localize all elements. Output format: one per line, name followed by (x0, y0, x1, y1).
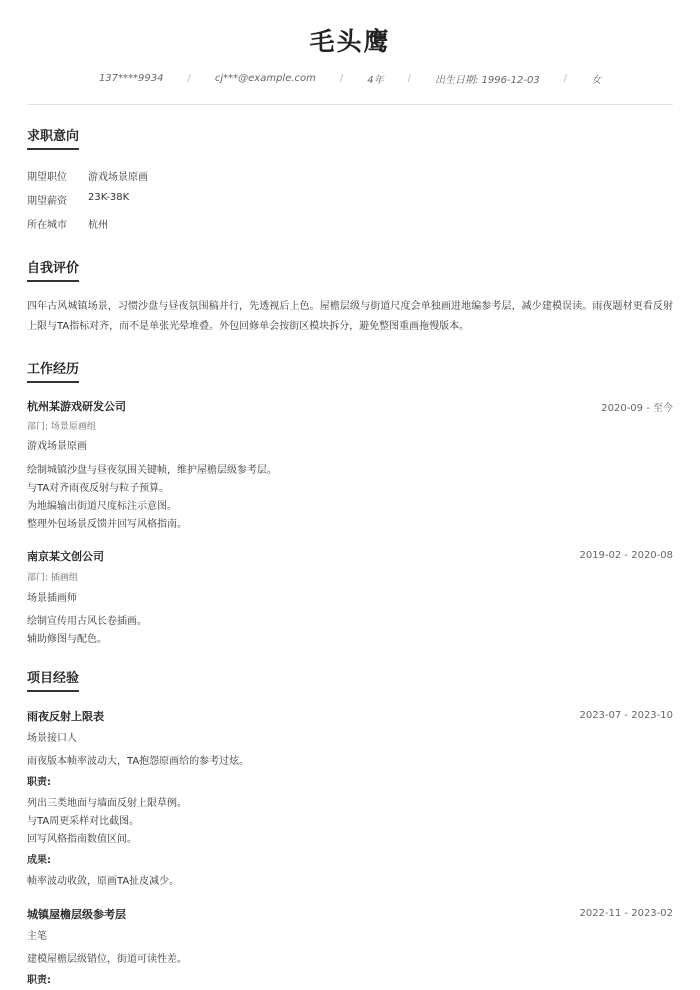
job-duty: 辅助修图与配色。 (27, 634, 107, 645)
section-underline (27, 381, 79, 383)
candidate-name: 毛头鹰 (309, 27, 391, 56)
company-name: 杭州某游戏研发公司 (27, 400, 126, 413)
job-department: 部门: 插画组 (27, 573, 78, 583)
project-role: 场景接口人 (27, 733, 77, 744)
section-title-projects: 项目经验 (27, 671, 80, 686)
project-result-label: 成果: (27, 855, 51, 866)
self-eval-text: 四年古风城镇场景，习惯沙盘与昼夜氛围稿并行，先透视后上色。屋檐层级与街道尺度会单独画进地编参考层，减少建模误读。雨夜题材更看反射上限与TA指标对齐，而不是单张光晕堆叠。外包回修单会按街区模块拆分，避免整图重画拖慢版本。 (27, 301, 673, 332)
project-name: 雨夜反射上限表 (27, 710, 104, 723)
intent-value: 23K-38K (88, 192, 130, 203)
project-result: 帧率波动收敛，原画TA扯皮减少。 (27, 876, 180, 887)
section-title-self-eval: 自我评价 (27, 261, 80, 276)
intent-value: 杭州 (88, 220, 108, 231)
section-underline (27, 148, 79, 150)
gender: 女 (591, 75, 602, 86)
job-role: 场景插画师 (27, 593, 77, 604)
project-duty-label: 职责: (27, 975, 51, 986)
job-duty: 绘制宣传用古风长卷插画。 (27, 616, 147, 627)
phone: 137****9934 (98, 73, 164, 84)
intent-label: 期望薪资 (27, 196, 67, 207)
header-divider (27, 104, 673, 105)
job-department: 部门: 场景原画组 (27, 422, 96, 432)
job-duty: 为地编输出街道尺度标注示意图。 (27, 501, 177, 512)
experience-years: 4年 (367, 75, 384, 86)
job-period: 2019-02 - 2020-08 (579, 550, 673, 561)
contact-line (27, 71, 673, 86)
job-role: 游戏场景原画 (27, 441, 87, 452)
job-duty: 整理外包场景反馈并回写风格指南。 (27, 519, 187, 530)
separator: / (187, 73, 191, 84)
separator: / (339, 73, 344, 84)
project-duty-label: 职责: (27, 777, 51, 788)
project-role: 主笔 (27, 931, 47, 942)
project-name: 城镇屋檐层级参考层 (27, 908, 126, 921)
project-description: 雨夜版本帧率波动大，TA抱怨原画给的参考过炫。 (27, 756, 250, 767)
section-underline (27, 280, 79, 282)
section-title-intent: 求职意向 (27, 129, 80, 144)
email: cj***@example.com (214, 73, 316, 84)
birth-date: 出生日期: 1996-12-03 (435, 75, 540, 86)
section-title-work: 工作经历 (27, 362, 80, 377)
intent-label: 所在城市 (27, 220, 67, 231)
job-duty: 与TA对齐雨夜反射与粒子预算。 (27, 483, 170, 494)
intent-label: 期望职位 (27, 172, 67, 183)
intent-value: 游戏场景原画 (88, 172, 148, 183)
project-duty: 回写风格指南数值区间。 (27, 834, 137, 845)
section-underline (27, 690, 79, 692)
job-period: 2020-09 - 至今 (601, 403, 673, 414)
project-duty: 与TA周更采样对比截图。 (27, 816, 140, 827)
project-period: 2023-07 - 2023-10 (579, 710, 673, 721)
job-duty: 绘制城镇沙盘与昼夜氛围关键帧，维护屋檐层级参考层。 (27, 465, 277, 476)
separator: / (407, 73, 412, 84)
separator: / (563, 73, 568, 84)
project-description: 建模屋檐层级错位，街道可读性差。 (27, 954, 187, 965)
project-duty: 列出三类地面与墙面反射上限草例。 (27, 798, 187, 809)
project-period: 2022-11 - 2023-02 (579, 908, 673, 919)
company-name: 南京某文创公司 (27, 550, 104, 563)
